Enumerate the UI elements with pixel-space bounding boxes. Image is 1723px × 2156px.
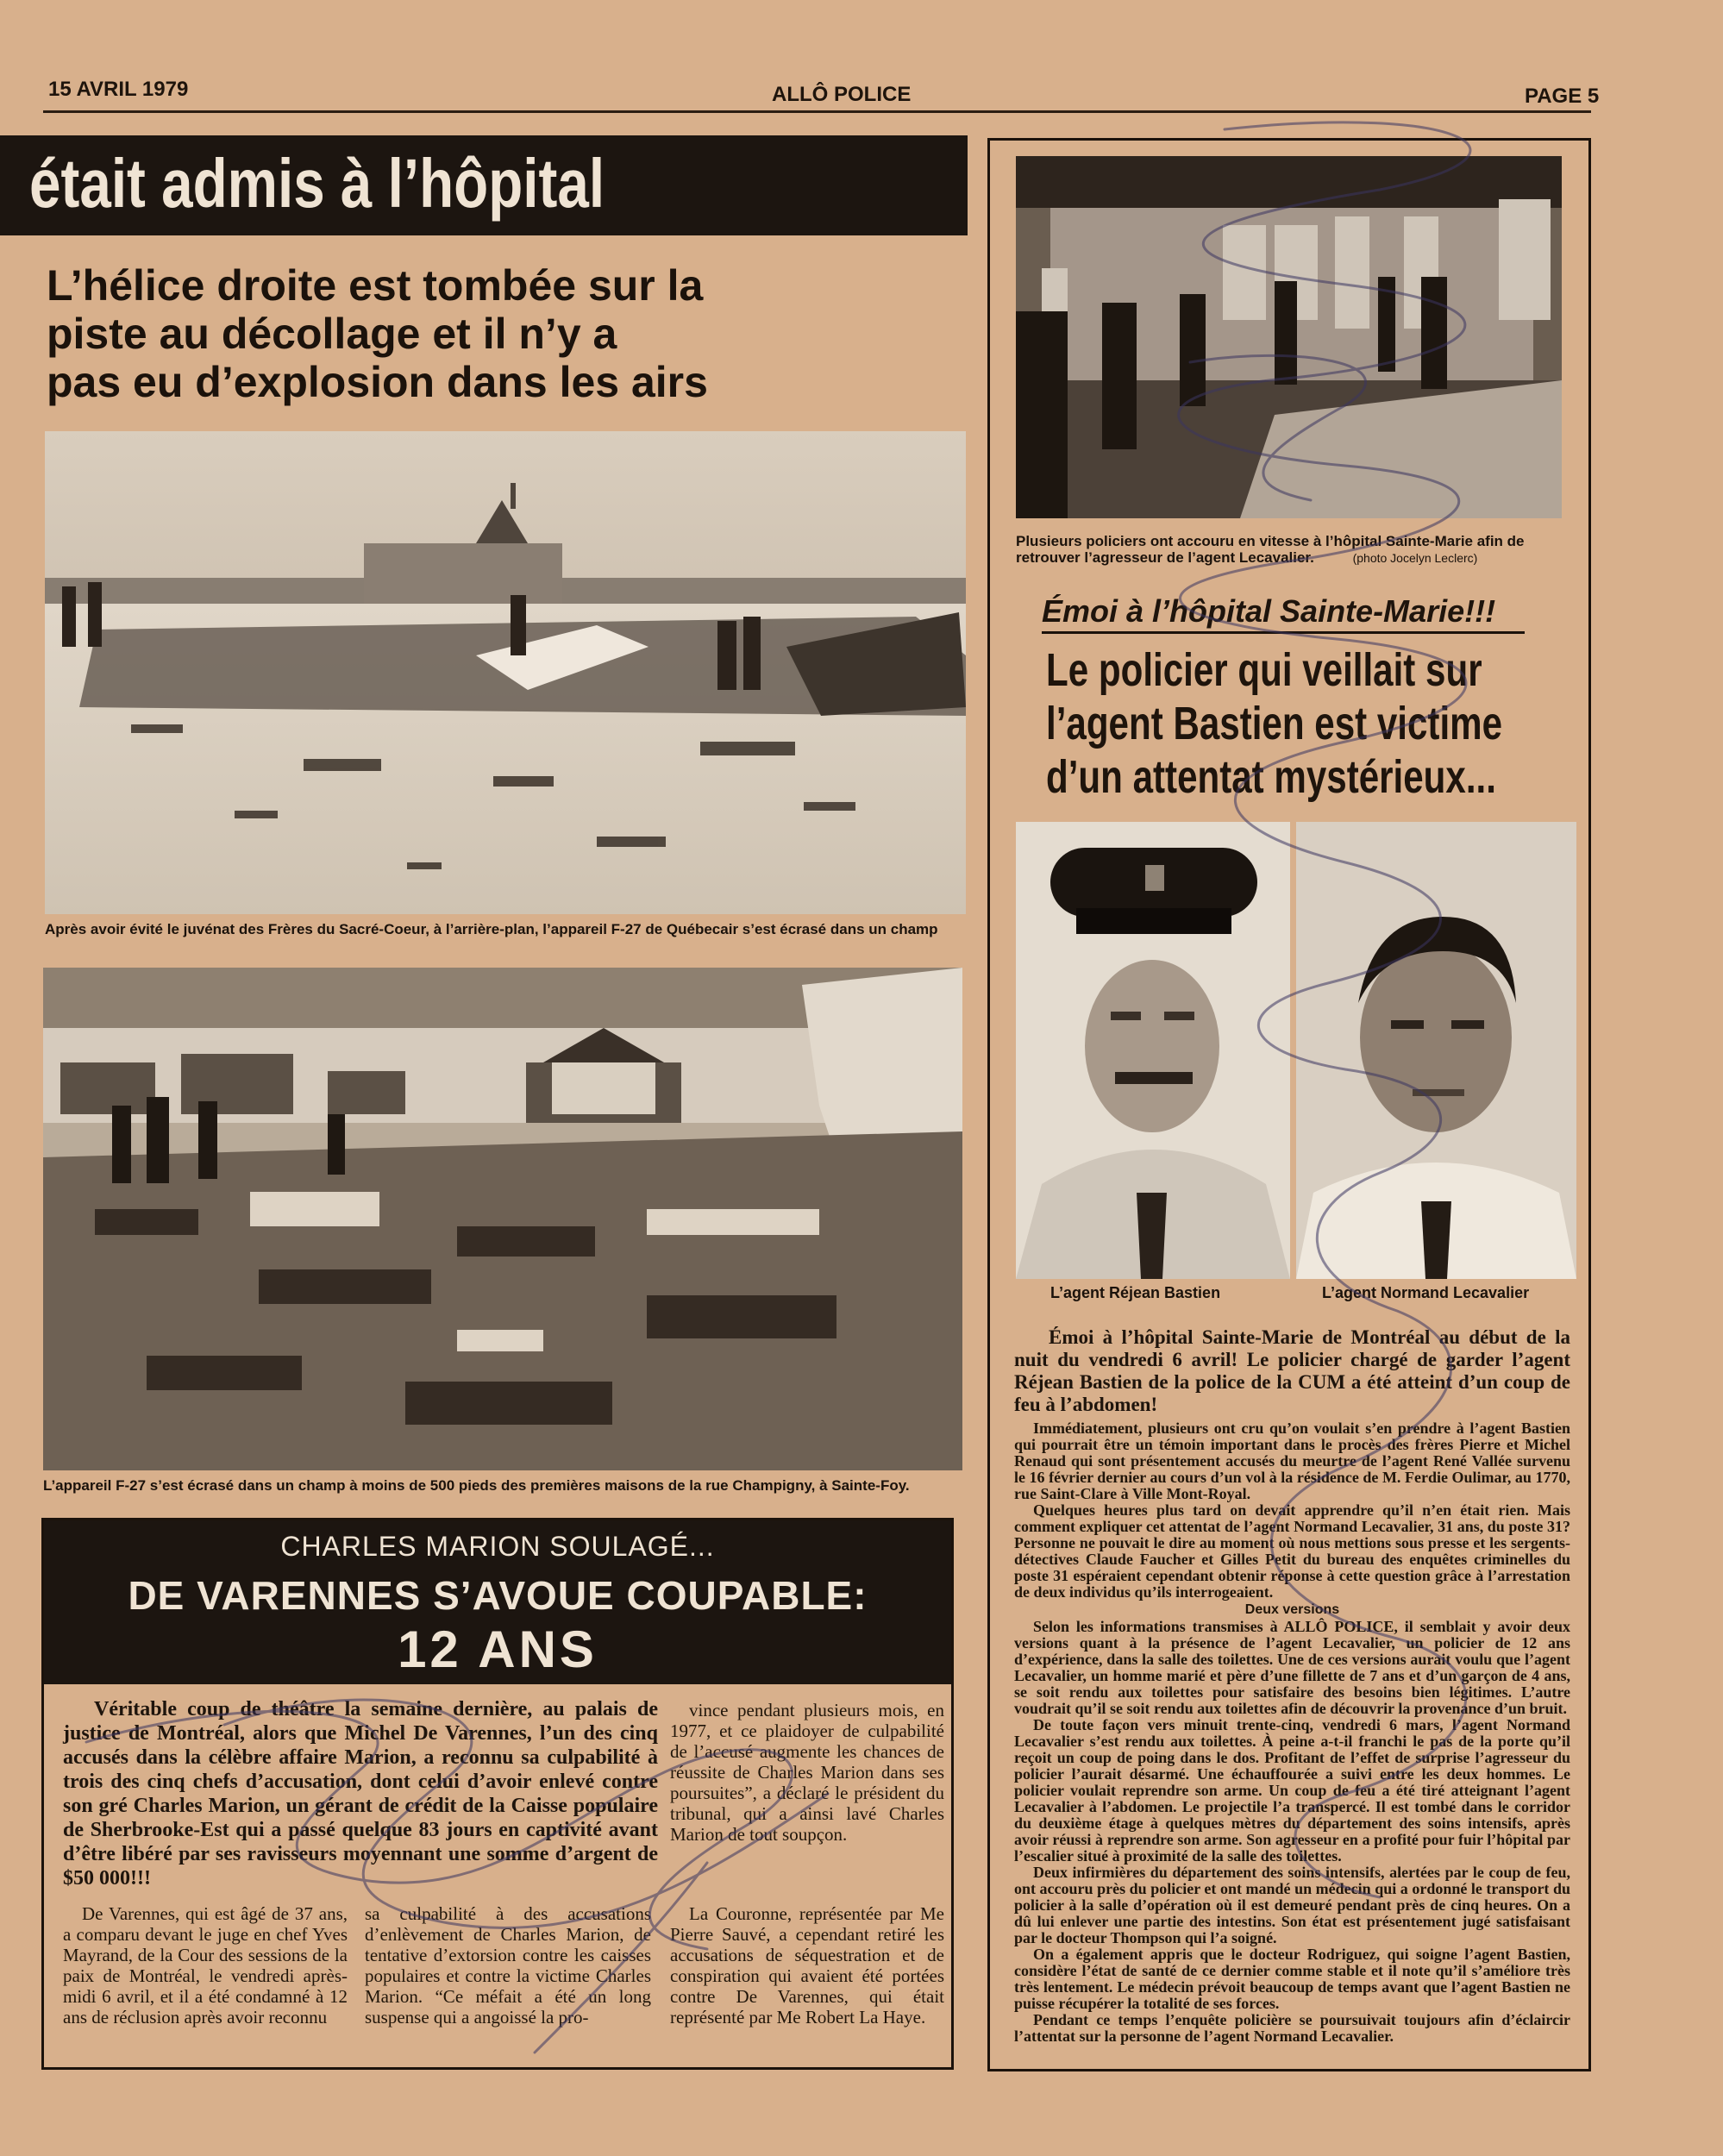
hospital-photo-caption-text: Plusieurs policiers ont accouru en vitesse à l’hôpital Sainte-Marie afin de retrouver l’agresseur de l’agent Lecavalier. <box>1016 533 1525 566</box>
hospital-photo <box>1016 156 1562 518</box>
section-banner <box>0 135 968 235</box>
portrait-bastien <box>1016 822 1290 1279</box>
crash-photo-1 <box>45 431 966 914</box>
marion-subhead: 12 ANS <box>398 1620 598 1678</box>
banner-title: était admis à l’hôpital <box>29 145 605 222</box>
publication-name: ALLÔ POLICE <box>772 83 912 106</box>
emoi-lead <box>1014 1326 1570 1416</box>
marion-col-1-text: De Varennes, qui est âgé de 37 ans, a comparu devant le juge en chef Yves Mayrand, de la Cour des sessions de la paix de Montréal, le vendredi après-midi 6 avril, et il a été condamné à 12 ans de réclusion après avoir reconnu <box>63 1903 348 2028</box>
crash-headline <box>47 261 961 406</box>
emoi-p2: Quelques heures plus tard on devait apprendre qu’il n’en était rien. Mais comment expliquer cet attentat de l’agent Normand Lecavalier, 31 ans, du poste 31? Personne ne pouvait le dire au moment où nous mettions sous presse et les sergents-détectives Claude Faucher et Gilles Petit du bureau des enquêtes criminelles du poste 31 espéraient cependant obtenir réponse à cette question grâce à l’arrestation de deux individus qu’ils interrogeaient. <box>1014 1501 1570 1601</box>
marion-col-2 <box>365 1903 651 2028</box>
issue-date: 15 AVRIL 1979 <box>48 78 189 101</box>
hospital-photo-caption <box>1016 533 1562 567</box>
right-story-box <box>987 138 1591 2071</box>
marion-col-3-text: La Couronne, représentée par Me Pierre Sauvé, a cependant retiré les accusations de séquestration et de conspiration qui avaient été portées contre De Varennes, qui était représenté par Me Robert La Haye. <box>670 1903 944 2028</box>
portrait-bastien-caption: L’agent Réjean Bastien <box>1050 1284 1221 1301</box>
emoi-kicker <box>1042 593 1559 634</box>
portrait-lecavalier-caption: L’agent Normand Lecavalier <box>1322 1284 1530 1301</box>
hospital-photo-image <box>1016 156 1562 518</box>
crash-photo-1-caption: Après avoir évité le juvénat des Frères du Sacré-Coeur, à l’arrière-plan, l’appareil F-27 de Québecair s’est écrasé dans un champ <box>45 921 938 937</box>
page-number: PAGE 5 <box>1525 85 1600 108</box>
emoi-body <box>1014 1420 1570 2045</box>
emoi-lead-text: Émoi à l’hôpital Sainte-Marie de Montréal au début de la nuit du vendredi 6 avril! Le policier chargé de garder l’agent Réjean Bastien de la police de la CUM a été atteint d’un coup de feu à l’abdomen! <box>1014 1326 1570 1415</box>
crash-photo-2-image <box>43 968 962 1470</box>
marion-headline: DE VARENNES S’AVOUE COUPABLE: <box>128 1573 868 1618</box>
emoi-p3: Selon les informations transmises à ALLÔ POLICE, il semblait y avoir deux versions quant à la présence de l’agent Lecavalier, un policier de 12 ans d’expérience, dans la salle des toilettes. Une de ces versions aurait voulu que l’agent Lecavalier, un homme marié et père d’une fillette de 7 ans et d’un garçon de 4 ans, se soit rendu aux toilettes pour satisfaire des besoins bien légitimes. L’autre voudrait qu’il se soit rendu aux toilettes afin de découvrir la provenance d’un bruit. <box>1014 1618 1570 1717</box>
emoi-p6: On a également appris que le docteur Rodriguez, qui soigne l’agent Bastien, considère l’état de santé de ce dernier comme stable et il note qu’il s’améliore très très lentement. Le médecin prévoit beaucoup de temps avant que l’agent Bastien ne puisse récupérer la totalité de ses forces. <box>1014 1946 1570 2012</box>
emoi-p4: De toute façon vers minuit trente-cinq, vendredi 6 mars, l’agent Normand Lecavalier s’est rendu aux toilettes. À peine a-t-il franchi le pas de la porte qu’il reçoit un coup de poing dans le dos. Profitant de l’effet de surprise l’agresseur du policier l’aurait désarmé. Une échauffourée a suivi entre les deux hommes. Le policier voulait reprendre son arme. Un coup de feu a été tiré atteignant l’agent Lecavalier à l’abdomen. Le projectile l’a transpercé. Il est tombé dans le corridor du deuxième étage à quelques mètres du département des soins intensifs, après avoir réussi à reprendre son arme. Son agresseur en a profité pour fuir l’hôpital par l’escalier situé à proximité de la salle des toilettes. <box>1014 1716 1570 1865</box>
marion-col-3 <box>670 1903 944 2028</box>
marion-lead-text: Véritable coup de théâtre la semaine dernière, au palais de justice de Montréal, alors que Michel De Varennes, l’un des cinq accusés dans la célèbre affaire Marion, a reconnu sa culpabilité à trois des cinq chefs d’accusation, dont celui d’avoir enlevé contre son gré Charles Marion, un gérant de crédit de la Caisse populaire de Sherbrooke-Est qui a passé quelque 83 jours en captivité avant d’être libéré par ses ravisseurs moyennant une somme d’argent de $50 000!!! <box>63 1698 658 1890</box>
crash-photo-1-image <box>45 431 966 914</box>
emoi-headline-line: d’un attentat mystérieux... <box>1046 751 1496 803</box>
emoi-p7: Pendant ce temps l’enquête policière se poursuivait toujours afin d’éclaircir l’attentat sur la personne de l’agent Normand Lecavalier. <box>1014 2011 1570 2045</box>
emoi-headline <box>1046 643 1581 804</box>
marion-kicker: CHARLES MARION SOULAGÉ... <box>280 1531 715 1562</box>
kicker-underline <box>1042 631 1525 634</box>
emoi-headline-line: Le policier qui veillait sur <box>1046 644 1482 696</box>
emoi-headline-line: l’agent Bastien est victime <box>1046 698 1503 749</box>
marion-box <box>41 1518 954 2070</box>
emoi-p5: Deux infirmières du département des soins intensifs, alertées par le coup de feu, ont accouru près du policier et ont mandé un médecin qui a ordonné le transport du policier à la salle d’opération où il est demeuré pendant près de cinq heures. On a dû lui enlever une partie des intestins. Son état est présentement jugé satisfaisant par le docteur Thompson qui l’a soigné. <box>1014 1864 1570 1946</box>
photo-credit: (photo Jocelyn Leclerc) <box>1352 551 1478 565</box>
crash-photo-2-caption: L’appareil F-27 s’est écrasé dans un champ à moins de 500 pieds des premières maisons de la rue Champigny, à Sainte-Foy. <box>43 1477 910 1494</box>
header-rule <box>43 110 1591 113</box>
crash-headline-line: piste au décollage et il n’y a <box>47 310 617 358</box>
portrait-lecavalier <box>1296 822 1576 1279</box>
emoi-kicker-text: Émoi à l’hôpital Sainte-Marie!!! <box>1042 593 1496 629</box>
portrait-lecavalier-image <box>1296 822 1576 1279</box>
crash-headline-line: pas eu d’explosion dans les airs <box>47 358 708 406</box>
portrait-bastien-image <box>1016 822 1290 1279</box>
marion-banner <box>44 1520 951 1684</box>
marion-lead <box>63 1697 658 1890</box>
marion-col-2-text: sa culpabilité à des accusations d’enlèvement de Charles Marion, de tentative d’extorsion contre les caisses populaires et contre la victime Charles Marion. “Ce méfait a été un long suspense qui a angoissé la pro- <box>365 1903 651 2028</box>
marion-lead-cont-text: vince pendant plusieurs mois, en 1977, et ce plaidoyer de culpabilité de l’accusé augmente les chances de réussite de Charles Marion dans ses poursuites”, a déclaré le président du tribunal, qui a ainsi lavé Charles Marion de tout soupçon. <box>670 1700 944 1845</box>
crash-headline-line: L’hélice droite est tombée sur la <box>47 261 704 310</box>
emoi-subhead: Deux versions <box>1244 1602 1340 1617</box>
marion-col-1 <box>63 1903 348 2028</box>
crash-photo-2 <box>43 968 962 1470</box>
marion-lead-continued <box>670 1700 944 1845</box>
emoi-p1: Immédiatement, plusieurs ont cru qu’on voulait s’en prendre à l’agent Bastien qui pourrait être un témoin important dans le procès des frères Pierre et Michel Renaud qui sont présentement accusés du meurtre de l’agent René Vallée survenu le 16 février dernier au cours d’un vol à la résidence de M. Ferdie Oulimar, au 1770, rue Saint-Clare à Ville Mont-Royal. <box>1014 1420 1570 1502</box>
